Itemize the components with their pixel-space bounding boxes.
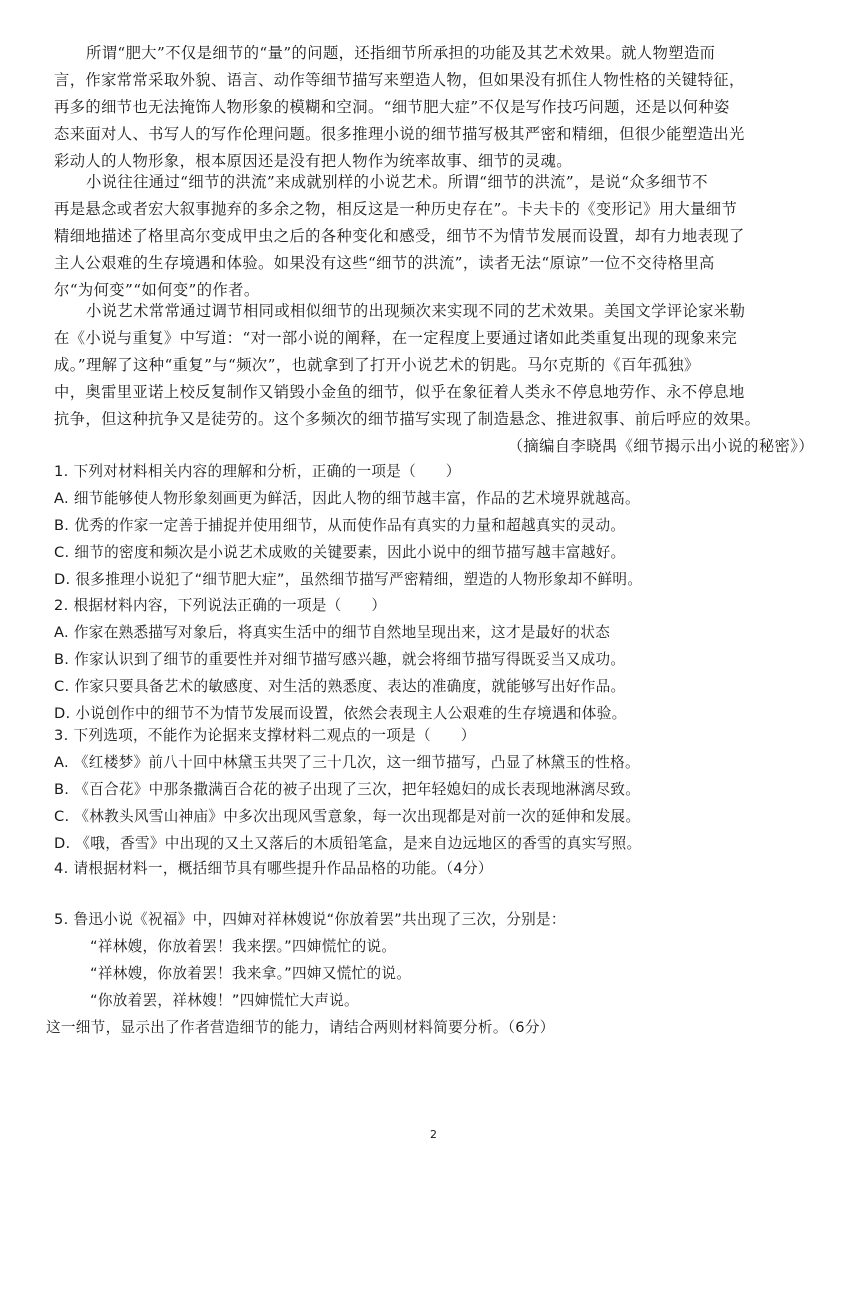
paragraph-2: [54, 169, 814, 304]
option-c: C. 细节的密度和频次是小说艺术成败的关键要素，因此小说中的细节描写越丰富越好。: [54, 544, 626, 561]
question-4: [54, 855, 824, 882]
question-stem: 1. 下列对材料相关内容的理解和分析，正确的一项是（ ）: [54, 463, 461, 480]
paragraph-line: 在《小说与重复》中写道：“对一部小说的阐释，在一定程度上要通过诸如此类重复出现的现象来完: [54, 329, 738, 347]
dialogue-quote: “祥林嫂，你放着罢！我来摆。”四婶慌忙的说。: [90, 938, 397, 955]
option-c: C. 《林教头风雪山神庙》中多次出现风雪意象，每一次出现都是对前一次的延伸和发展。: [54, 808, 641, 825]
option-a: A. 《红楼梦》前八十回中林黛玉共哭了三十几次，这一细节描写，凸显了林黛玉的性格。: [54, 754, 640, 771]
paragraph-line: 再是悬念或者宏大叙事抛弃的多余之物，相反这是一种历史存在”。卡夫卡的《变形记》用大量细节: [54, 200, 738, 218]
paragraph-line: 抗争，但这种抗争又是徒劳的。这个多频次的细节描写实现了制造悬念、推进叙事、前后呼应的效果。: [54, 410, 761, 428]
paragraph-line: 态来面对人、书写人的写作伦理问题。很多推理小说的细节描写极其严密和精细，但很少能塑造出光: [54, 125, 745, 143]
option-b: B. 优秀的作家一定善于捕捉并使用细节，从而使作品有真实的力量和超越真实的灵动。: [54, 517, 626, 534]
paragraph-line: 言，作家常常采取外貌、语言、动作等细节描写来塑造人物，但如果没有抓住人物性格的关键特征，: [54, 71, 745, 89]
paragraph-3: [54, 298, 814, 460]
option-d: D. 小说创作中的细节不为情节发展而设置，依然会表现主人公艰难的生存境遇和体验。: [54, 705, 627, 722]
option-c: C. 作家只要具备艺术的敏感度、对生活的熟悉度、表达的准确度，就能够写出好作品。: [54, 678, 626, 695]
option-b: B. 《百合花》中那条撒满百合花的被子出现了三次，把年轻媳妇的成长表现地淋漓尽致。: [54, 781, 641, 798]
question-stem: 3. 下列选项，不能作为论据来支撑材料二观点的一项是（ ）: [54, 727, 476, 744]
paragraph-line: 主人公艰难的生存境遇和体验。如果没有这些“细节的洪流”，读者无法“原谅”一位不交待格里高: [54, 254, 715, 272]
paragraph-line: 彩动人的人物形象，根本原因还是没有把人物作为统率故事、细节的灵魂。: [54, 152, 572, 170]
dialogue-quote: “你放着罢，祥林嫂！”四婶慌忙大声说。: [90, 992, 359, 1009]
paragraph-line: 小说往往通过“细节的洪流”来成就别样的小说艺术。所谓“细节的洪流”，是说“众多细节不: [86, 173, 708, 191]
question-stem: 5. 鲁迅小说《祝福》中，四婶对祥林嫂说“你放着罢”共出现了三次，分别是：: [54, 911, 566, 928]
question-stem: 4. 请根据材料一，概括细节具有哪些提升作品品格的功能。（4分）: [54, 860, 493, 877]
paragraph-line: 所谓“肥大”不仅是细节的“量”的问题，还指细节所承担的功能及其艺术效果。就人物塑造而: [86, 44, 716, 62]
option-d: D. 很多推理小说犯了“细节肥大症”，虽然细节描写严密精细，塑造的人物形象却不鲜明。: [54, 571, 643, 588]
dialogue-quote: “祥林嫂，你放着罢！我来拿。”四婶又慌忙的说。: [90, 965, 412, 982]
question-prompt: 这一细节，显示出了作者营造细节的能力，请结合两则材料简要分析。（6分）: [46, 1019, 555, 1036]
paragraph-1: [54, 40, 814, 175]
option-a: A. 作家在熟悉描写对象后，将真实生活中的细节自然地呈现出来，这才是最好的状态: [54, 624, 611, 641]
option-a: A. 细节能够使人物形象刻画更为鲜活，因此人物的细节越丰富，作品的艺术境界就越高。: [54, 490, 640, 507]
option-b: B. 作家认识到了细节的重要性并对细节描写感兴趣，就会将细节描写得既妥当又成功。: [54, 651, 626, 668]
page-number: 2: [430, 1128, 437, 1141]
question-5: [46, 906, 824, 1041]
source-citation: （摘编自李晓禺《细节揭示出小说的秘密》）: [507, 437, 814, 455]
question-2: [54, 592, 824, 727]
paragraph-line: 小说艺术常常通过调节相同或相似细节的出现频次来实现不同的艺术效果。美国文学评论家米勒: [86, 302, 746, 320]
paragraph-line: 再多的细节也无法掩饰人物形象的模糊和空洞。“细节肥大症”不仅是写作技巧问题，还是以何种姿: [54, 98, 730, 116]
question-1: [54, 458, 824, 593]
question-3: [54, 722, 824, 857]
paragraph-line: 尔“为何变”“如何变”的作者。: [54, 281, 260, 299]
paragraph-line: 成。”理解了这种“重复”与“频次”，也就拿到了打开小说艺术的钥匙。马尔克斯的《百年孤独》: [54, 356, 700, 374]
option-d: D. 《哦，香雪》中出现的又土又落后的木质铅笔盒，是来自边远地区的香雪的真实写照。: [54, 835, 642, 852]
paragraph-line: 精细地描述了格里高尔变成甲虫之后的各种变化和感受，细节不为情节发展而设置，却有力地表现了: [54, 227, 745, 245]
paragraph-line: 中，奥雷里亚诺上校反复制作又销毁小金鱼的细节，似乎在象征着人类永不停息地劳作、永不停息地: [54, 383, 745, 401]
question-stem: 2. 根据材料内容，下列说法正确的一项是（ ）: [54, 597, 387, 614]
